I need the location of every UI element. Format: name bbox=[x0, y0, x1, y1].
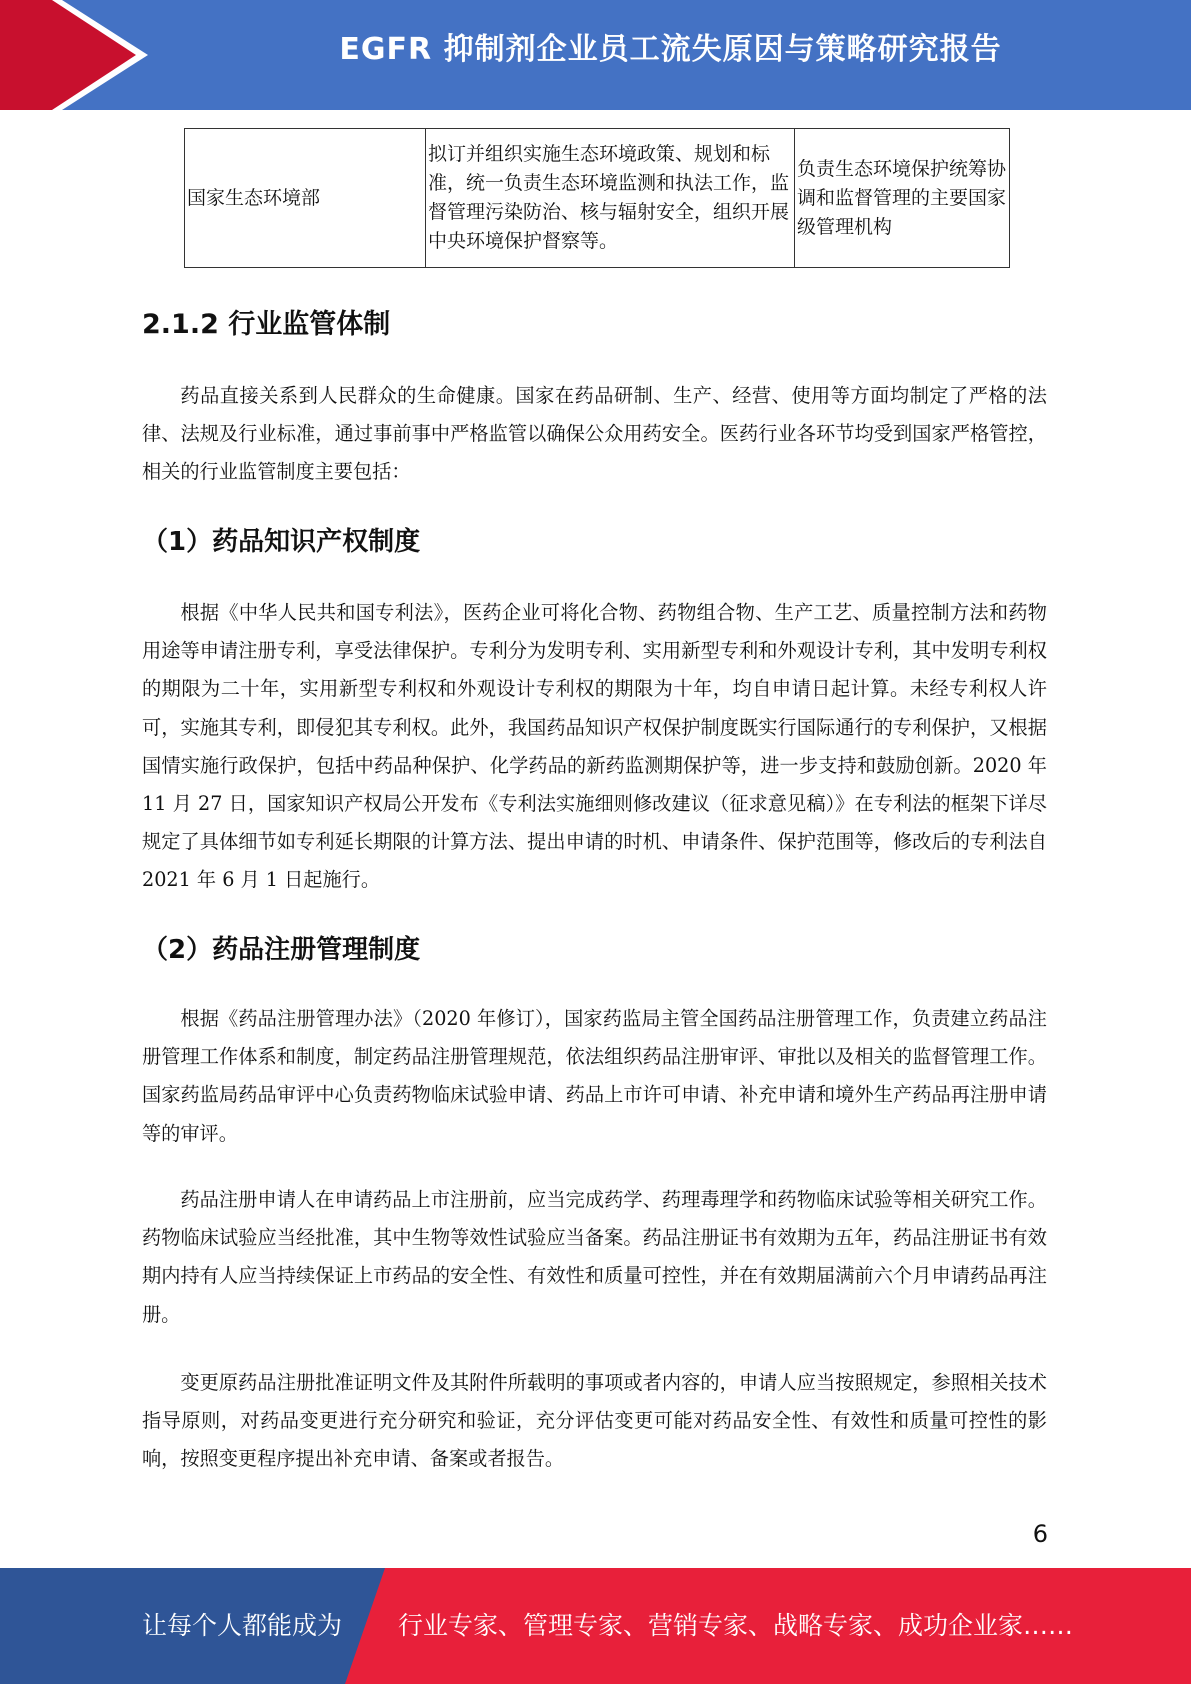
registration-paragraph-1: 根据《药品注册管理办法》（2020 年修订），国家药监局主管全国药品注册管理工作，负责建立药品注册管理工作体系和制度，制定药品注册管理规范，依法组织药品注册审评、审批以及相关的监督管理工作。国家药监局药品审评中心负责药物临床试验申请、药品上市许可申请、补充申请和境外生产药品再注册申请等的审评。 bbox=[142, 1007, 1047, 1145]
table-cell-duties: 拟订并组织实施生态环境政策、规划和标准，统一负责生态环境监测和执法工作，监督管理污染防治、核与辐射安全，组织开展中央环境保护督察等。 bbox=[426, 129, 795, 268]
section-heading: 2.1.2 行业监管体制 bbox=[142, 309, 391, 340]
ip-paragraph: 根据《中华人民共和国专利法》，医药企业可将化合物、药物组合物、生产工艺、质量控制方法和药物用途等申请注册专利，享受法律保护。专利分为发明专利、实用新型专利和外观设计专利，其中发明专利权的期限为二十年，实用新型专利权和外观设计专利权的期限为十年，均自申请日起计算。未经专利权人许可，实施其专利，即侵犯其专利权。此外，我国药品知识产权保护制度既实行国际通行的专利保护，又根据国情实施行政保护，包括中药品种保护、化学药品的新药监测期保护等，进一步支持和鼓励创新。2020 年 11 月 27 日，国家知识产权局公开发布《专利法实施细则修改建议（征求意见稿）》在专利法的框架下详尽规定了具体细节如专利延长期限的计算方法、提出申请的时机、申请条件、保护范围等，修改后的专利法自 2021 年 6 月 1 日起施行。 bbox=[142, 601, 1047, 892]
regulator-table bbox=[184, 128, 1010, 268]
registration-paragraph-3: 变更原药品注册批准证明文件及其附件所载明的事项或者内容的，申请人应当按照规定，参照相关技术指导原则，对药品变更进行充分研究和验证，充分评估变更可能对药品安全性、有效性和质量可控性的影响，按照变更程序提出补充申请、备案或者报告。 bbox=[142, 1371, 1047, 1471]
footer-banner bbox=[0, 1568, 1191, 1684]
table-cell-role: 负责生态环境保护统筹协调和监督管理的主要国家级管理机构 bbox=[795, 129, 1010, 268]
footer-slogan-left: 让每个人都能成为 bbox=[142, 1611, 343, 1640]
table-cell-department: 国家生态环境部 bbox=[185, 129, 426, 268]
registration-paragraph-2: 药品注册申请人在申请药品上市注册前，应当完成药学、药理毒理学和药物临床试验等相关研究工作。药物临床试验应当经批准，其中生物等效性试验应当备案。药品注册证书有效期为五年，药品注册证书有效期内持有人应当持续保证上市药品的安全性、有效性和质量可控性，并在有效期届满前六个月申请药品再注册。 bbox=[142, 1188, 1047, 1326]
subsection-heading-ip: （1）药品知识产权制度 bbox=[142, 527, 421, 557]
header-banner bbox=[0, 0, 1191, 110]
table-row bbox=[185, 129, 1010, 268]
intro-paragraph: 药品直接关系到人民群众的生命健康。国家在药品研制、生产、经营、使用等方面均制定了严格的法律、法规及行业标准，通过事前事中严格监管以确保公众用药安全。医药行业各环节均受到国家严格管控，相关的行业监管制度主要包括： bbox=[142, 384, 1047, 484]
subsection-heading-registration: （2）药品注册管理制度 bbox=[142, 935, 421, 965]
report-title: EGFR 抑制剂企业员工流失原因与策略研究报告 bbox=[339, 32, 1002, 67]
footer-slogan-right: 行业专家、管理专家、营销专家、战略专家、成功企业家…… bbox=[398, 1611, 1074, 1640]
red-chevron-graphic bbox=[0, 0, 160, 110]
page-number: 6 bbox=[1032, 1520, 1048, 1548]
